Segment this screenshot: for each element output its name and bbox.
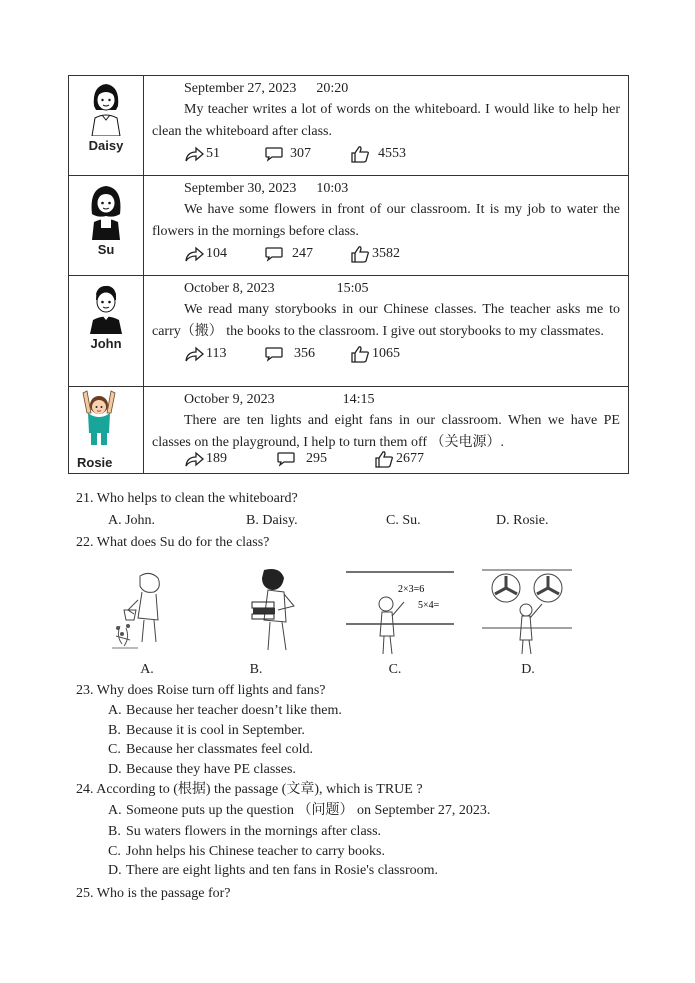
option[interactable]: C. John helps his Chinese teacher to carry books.: [108, 843, 385, 859]
thumbs-up-icon: [350, 145, 370, 163]
avatar: [69, 276, 144, 387]
option[interactable]: A. Someone puts up the question （问题） on September 27, 2023.: [108, 803, 491, 818]
share-stat[interactable]: 104: [184, 244, 264, 264]
post-row: [69, 176, 629, 276]
option[interactable]: B. Su waters flowers in the mornings after class.: [108, 824, 382, 839]
fans-picture-icon[interactable]: [482, 566, 572, 658]
picture-label: A.: [140, 662, 154, 677]
board-text: 2×3=6: [398, 584, 425, 595]
thumbs-up-icon: [374, 450, 394, 468]
share-stat[interactable]: 189: [184, 449, 276, 469]
post-content: [144, 176, 629, 276]
question-22-pictures: [110, 566, 580, 681]
option[interactable]: A. John.: [108, 513, 156, 528]
share-stat[interactable]: 113: [184, 344, 264, 364]
like-stat[interactable]: 3582: [350, 244, 400, 264]
avatar-name: Su: [97, 242, 115, 257]
option[interactable]: D. Rosie.: [496, 513, 549, 528]
comment-icon: [264, 246, 284, 262]
post-content: [144, 276, 629, 387]
share-icon: [184, 246, 204, 262]
question-21-options: [76, 511, 636, 531]
comment-icon: [264, 146, 284, 162]
post-time: 10:03: [316, 181, 349, 196]
option[interactable]: D. There are eight lights and ten fans in Rosie's classroom.: [108, 863, 438, 878]
share-icon: [184, 451, 204, 467]
comment-stat[interactable]: 247: [264, 244, 350, 264]
questions-continued: [76, 681, 636, 904]
question-23: 23. Why does Roise turn off lights and fans?: [76, 683, 326, 698]
post-text: We read many storybooks in our Chinese classes. The teacher asks me to carry（搬） the books to the classroom. I give out storybooks to my classmates.: [152, 302, 620, 339]
like-stat[interactable]: 2677: [374, 449, 424, 469]
picture-label: C.: [388, 662, 402, 677]
share-icon: [184, 346, 204, 362]
comment-stat[interactable]: 307: [264, 144, 350, 164]
share-stat[interactable]: 51: [184, 144, 264, 164]
post-content: [144, 76, 629, 176]
comment-icon: [264, 346, 284, 362]
thumbs-up-icon: [350, 345, 370, 363]
post-text: We have some flowers in front of our classroom. It is my job to water the flowers in the mornings before class.: [152, 202, 620, 239]
post-content: [144, 387, 629, 474]
post-text: There are ten lights and eight fans in our classroom. When we have PE classes on the playground, I help to turn them off （关电源）.: [152, 413, 620, 450]
board-text: 5×4=: [418, 600, 440, 611]
post-date: September 27, 2023: [184, 81, 297, 96]
question-21: 21. Who helps to clean the whiteboard?: [76, 491, 298, 506]
boy-avatar-icon: [86, 282, 126, 334]
share-icon: [184, 146, 204, 162]
avatar-name: Rosie: [77, 455, 113, 470]
post-text: My teacher writes a lot of words on the whiteboard. I would like to help her clean the whiteboard after class.: [152, 102, 620, 139]
picture-label: D.: [521, 662, 535, 677]
watering-flowers-picture-icon[interactable]: [110, 566, 180, 656]
option[interactable]: A. Because her teacher doesn’t like them.: [108, 703, 342, 718]
option[interactable]: C. Because her classmates feel cold.: [108, 742, 313, 757]
post-row: [69, 76, 629, 176]
avatar-name: John: [90, 336, 122, 351]
avatar: [69, 76, 144, 176]
picture-label: B.: [249, 662, 263, 677]
carrying-books-picture-icon[interactable]: [238, 566, 308, 658]
post-time: 14:15: [342, 392, 375, 407]
post-date: October 9, 2023: [184, 392, 275, 407]
option[interactable]: B. Daisy.: [246, 513, 298, 528]
option[interactable]: B. Because it is cool in September.: [108, 722, 305, 738]
post-time: 15:05: [336, 281, 369, 296]
comment-stat[interactable]: 295: [276, 449, 374, 469]
questions: [76, 489, 636, 553]
question-22: 22. What does Su do for the class?: [76, 535, 270, 550]
avatar: [69, 176, 144, 276]
post-row: [69, 387, 629, 474]
comment-icon: [276, 451, 296, 467]
girl-avatar-icon: [84, 182, 128, 240]
like-stat[interactable]: 1065: [350, 344, 400, 364]
posts-table: [68, 75, 629, 474]
question-25: 25. Who is the passage for?: [76, 885, 231, 901]
post-time: 20:20: [316, 81, 349, 96]
avatar: [69, 387, 144, 474]
post-row: [69, 276, 629, 387]
girl-avatar-icon: [86, 80, 126, 136]
option[interactable]: C. Su.: [386, 513, 421, 528]
option[interactable]: D. Because they have PE classes.: [108, 761, 296, 777]
like-stat[interactable]: 4553: [350, 144, 406, 164]
post-date: September 30, 2023: [184, 181, 297, 196]
avatar-name: Daisy: [88, 138, 124, 153]
post-date: October 8, 2023: [184, 281, 275, 296]
question-24: 24. According to (根据) the passage (文章), which is TRUE ?: [76, 782, 423, 797]
thumbs-up-icon: [350, 245, 370, 263]
whiteboard-picture-icon[interactable]: [346, 566, 454, 658]
girl-waving-avatar-icon: [77, 389, 121, 447]
comment-stat[interactable]: 356: [264, 344, 350, 364]
